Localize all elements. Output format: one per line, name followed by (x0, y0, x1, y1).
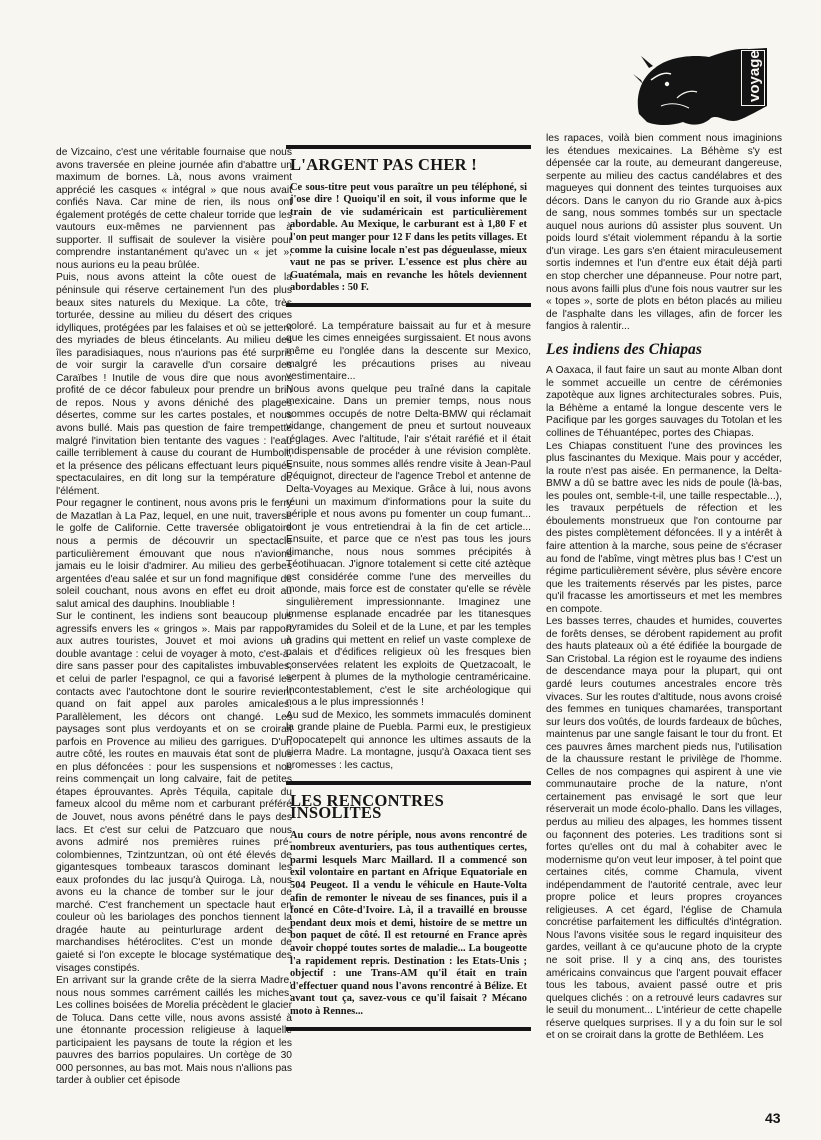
sidebar-box-money (286, 145, 531, 307)
article-column-1 (56, 147, 292, 1088)
paragraph: Puis, nous avons atteint la côte ouest de la péninsule qui réserve certainement l'un des plus beaux sites naturels du Mexique. La côte, très torturée, dessine au milieu du désert des criques idylliques, protégées par les falaises et où se jettent des myriades de bleus étincelants. Au milieu des îles paradisiaques, nous n'aurions pas été surpris de voir surgir la caravelle d'un corsaire des Caraïbes ! Inutile de vous dire que nous avons profité de ce décor fabuleux pour prendre un brin de repos. Nous y avons déniché des plages désertes, comme sur les cartes postales, et nous avons bullé. Mais pas question de faire trempette malgré l'invitation bien tentante des vagues : l'eau caille terriblement à cause du courant de Humbolt, et la présence des pélicans effectuant leurs piqués spectaculaires, en dit long sur la température de l'élément. (56, 272, 292, 497)
section-subheading: Les indiens des Chiapas (546, 340, 703, 358)
paragraph: Au sud de Mexico, les sommets immaculés dominent la grande plaine de Puebla. Parmi eux, le prestigieux Popocatepelt qui annonce les ultimes assauts de la sierra Madre. La montagne, jusqu'à Oaxaca tient ses promesses : les cactus, (286, 709, 531, 772)
voyage-rhino-logo (631, 44, 771, 130)
paragraph: Les Chiapas constituent l'une des provinces les plus fascinantes du Mexique. Mais pour y accéder, la route n'est pas aisée. En permanence, la Delta-BMW a dû se battre avec les nids de poule (là-bas, les poules ont, semble-t-il, une taille respectable...), les travaux perpétuels de réfection et les éboulements monstrueux que l'on contourne par des pistes complètement défoncées. Il y a intérêt à faire attention à la marche, sous peine de s'écraser au fond de l'abîme, vingt mètres plus bas ! C'est un régime particulièrement sévère, plus sévère encore que les traitements réservés par les pistes, parce qu'il fracasse les amortisseurs et met les membres en compote. (546, 440, 782, 615)
article-column-2 (286, 147, 531, 1031)
page-number: 43 (765, 1110, 781, 1126)
paragraph: En arrivant sur la grande crête de la sierra Madre, nous nous sommes carrément caillés les miches. Les collines boisées de Morelia précèdent le glacier de Toluca. Dans cette ville, nous avons assisté à une étonnante procession religieuse à laquelle participaient les paysans de toute la région et les pauvres des barrios populaires. Un cortège de 30 000 personnes, au bas mot. Mais nous n'allions pas tarder à oublier cet épisode (56, 975, 292, 1087)
sidebar-title: L'ARGENT PAS CHER ! (290, 155, 478, 174)
sidebar-text: Au cours de notre périple, nous avons rencontré de nombreux aventuriers, pas tous authentiques certes, parmi lesquels Marc Maillard. Il a commencé son exil volontaire en partant en Afrique Equatoriale en 504 Peugeot. Il a vendu le véhicule en Haute-Volta afin de remonter le niveau de ses finances, puis il a foncé en Côte-d'Ivoire. Là, il a travaillé en brousse pendant deux mois et demi, histoire de se mettre un bon paquet de côté. Il est retourné en France après avoir choppé toutes sortes de maladie... La bougeotte l'a rapidement repris. Destination : les Etats-Unis ; objectif : une Trans-AM qu'il était en train d'effectuer quand nous l'avons rencontré à Bélize. Et avant tout ça, savez-vous ce qu'il faisait ? Mécano moto à Rennes... (290, 829, 527, 1017)
sidebar-title: LES RENCONTRES INSOLITES (290, 790, 445, 823)
rhino-icon (631, 44, 771, 130)
paragraph: de Vizcaino, c'est une véritable fournaise que nous avons traversée en pleine journée afin d'abattre un maximum de bornes. Là, nous avons vraiment apprécié les casques « intégral » que nous avait confiés Nava. Car mine de rien, ils nous ont également protégés de cette chaleur torride que les vautours eux-mêmes ne parviennent pas à supporter. Il suffisait de soulever la visière pour comprendre instantanément qu'avec un « jet », nous aurions eu la peau brûlée. (56, 147, 292, 271)
paragraph: les rapaces, voilà bien comment nous imaginions les étendues mexicaines. La Béhème s'y est dépensée car la route, au demeurant dangereuse, serpente au milieu des cactus candélabres et des magueyes qui donnent des teintes turquoises aux décors. Dans le canyon du rio Grande aux à-pics de sang, nous sommes tombés sur un spectacle auquel nous aurions dû assister plus souvent. Un poids lourd s'était violemment répandu à la sortie d'un virage. Les gars s'en étaient miraculeusement sortis indemnes et l'un d'entre eux était déjà parti en stop chercher une dépanneuse. Pour notre part, nous avons failli plus d'une fois nous vautrer sur les « topes », sorte de plots en béton placés au milieu de l'asphalte dans les villages, afin de forcer les fangios à ralentir... (546, 133, 782, 333)
paragraph: Nous avons quelque peu traîné dans la capitale mexicaine. Dans un premier temps, nous nous sommes occupés de notre Delta-BMW qui réclamait vidange, changement de pneu et surtout nouveaux réglages. Avec l'altitude, l'air s'était raréfié et il était indispensable de procéder à une révision complète. Ensuite, nous sommes allés rendre visite à Jean-Paul Péquignot, directeur de l'agence Trebol et antenne de Delta-Voyages au Mexique. Grâce à lui, nous avons réuni un maximum d'informations pour la suite du périple et nous avons pu fomenter un coup fumant... dont je vous entretiendrai à la fin de cet article... Ensuite, et parce que ce n'est pas tous les jours dimanche, nous nous sommes précipités à Téotihuacan. J'ignore totalement si cette cité aztèque est considérée comme l'une des merveilles du monde, mais force est de constater qu'elle se révèle singulièrement impressionnante. Imaginez une immense esplanade encadrée par les titanesques pyramides du Soleil et de la Lune, et par les temples à gradins qui mettent en relief un vaste complexe de palais et d'édifices religieux où les fresques bien conservées relatent les exploits de Quetzacoalt, le serpent à plumes de la mythologie centraméricaine. Incontestablement, c'est le site archéologique qui nous a le plus impressionnés ! (286, 383, 531, 709)
sidebar-box-encounters (286, 781, 531, 1031)
paragraph: A Oaxaca, il faut faire un saut au monte Alban dont le sommet accueille un centre de cérémonies zapotèque aux lignes architecturales sobres. Puis, la Béhème a entamé la longue descente vers le Pacifique par les gorges sauvages du Totolan et les collines de Téhuantépec, portes des Chiapas. (546, 365, 782, 440)
article-column-3 (546, 133, 782, 1043)
sidebar-text: Ce sous-titre peut vous paraître un peu téléphoné, si j'ose dire ! Quoiqu'il en soit, il vous informe que le train de vie sudaméricain est particulièrement abordable. Au Mexique, le carburant est à 1,80 F et l'on peut manger pour 12 F dans les petits villages. Et comme la cuisine locale n'est pas dégueulasse, mieux vaut ne pas se priver. L'essence est plus chère au Guatémala, mais en revanche les hôtels deviennent abordables : 50 F. (290, 181, 527, 294)
paragraph: coloré. La température baissait au fur et à mesure que les cimes enneigées surgissaient. Et nous avons même eu l'onglée dans la descente sur Mexico, malgré les précautions prises au niveau vestimentaire... (286, 320, 531, 383)
paragraph: Pour regagner le continent, nous avons pris le ferry de Mazatlan à La Paz, lequel, en une nuit, traverse le golfe de Californie. Cette traversée obligatoire nous a permis de découvrir un spectacle particulièrement émouvant que nous n'avions jamais eu le loisir d'admirer. Au milieu des gerbes argentées d'eau salée et sur un fond magnifique de soleil couchant, nous avons en effet eu droit au salut amical des dauphins. Inoubliable ! (56, 498, 292, 610)
paragraph: Sur le continent, les indiens sont beaucoup plus agressifs envers les « gringos ». Mais par rapport aux autres touristes, Jouvet et moi avions un double avantage : celui de voyager à moto, c'est-à-dire sans passer pour des capitalistes imbuvables, et celui de parler l'espagnol, ce qui a favorisé les contacts avec l'autochtone dont le sourire revient quand on fait appel aux paroles amicales. Parallèlement, les décors ont changé. Les paysages sont plus verdoyants et on se croirait parfois en Provence au milieu des garrigues. D'un autre côté, les routes en mauvais état sont de plus en plus défoncées : pour les suspensions et nos reins commençait un long calvaire, fait de petites étapes éprouvantes. Après Téquila, capitale du fameux alcool du même nom et carburant préféré de Jouvet, nous avons pénétré dans le pays des lacs. Et c'est sur celui de Patzcuaro que nous avons admiré nos premières ruines pré-colombiennes, Tzintzuntzan, où ont été élevés de gigantesques tombeaux tarascos dominant les eaux profondes du lac jusqu'à Quiroga. Là, nous avons eu la chance de tomber sur le jour de marché. C'est franchement un spectacle haut en couleur où les bariolages des ponchos tiennent la dragée haute au peinturlurage ardent des marchandises hétéroclites. C'est un monde de gaieté si l'on excepte le blocage systématique des visages constipés. (56, 611, 292, 974)
section-label: voyage (746, 50, 763, 102)
paragraph: Les basses terres, chaudes et humides, couvertes de forêts denses, se dérobent rapidement au profit des hauts plateaux où a été édifiée la bourgade de San Cristobal. La région est le royaume des indiens de descendance maya pour la plupart, qui ont gardé leurs coutumes ancestrales encore très vivaces. Sur les routes d'altitude, nous avons croisé des femmes en tuniques chamarées, transportant sur leurs dos voûtés, de lourds fardeaux de bûches, maintenus par une sangle faisant le tour du front. Et ces pauvres âmes marchent pieds nus, l'utilisation de la chaussure restant le privilège de l'homme. Celles de nos compagnes qui aspirent à une vie communautaire proche de la nature, n'ont certainement pas envisagé le sort que leur réserverait un mode écolo-phallo. Dans les villages, perdus au milieu des alpages, les hommes tissent ou façonnent des poteries. Les traditions sont si fortes qu'elles ont du mal à cohabiter avec le modernisme qu'on veut leur imposer, à tel point que certaines cités, comme Chamula, vivent indépendamment de l'autorité centrale, avec leur propre police et leurs propres croyances religieuses. A cet égard, l'église de Chamula concrétise parfaitement les difficultés d'intégration. Nous l'avons visitée sous le regard inquisiteur des gardes, veillant à ce qu'aucune photo de la crypte ne soit prise. Il y a cinq ans, des touristes américains convaincus que l'argent pouvait effacer tous les tabous, avaient passé outre et pris quelques clichés : on a retrouvé leurs cadavres sur le seuil du monument... L'intérieur de cette chapelle réserve quelques surprises. Il y a du foin sur le sol et on se croirait dans la grotte de Bethléem. Les (546, 616, 782, 1042)
